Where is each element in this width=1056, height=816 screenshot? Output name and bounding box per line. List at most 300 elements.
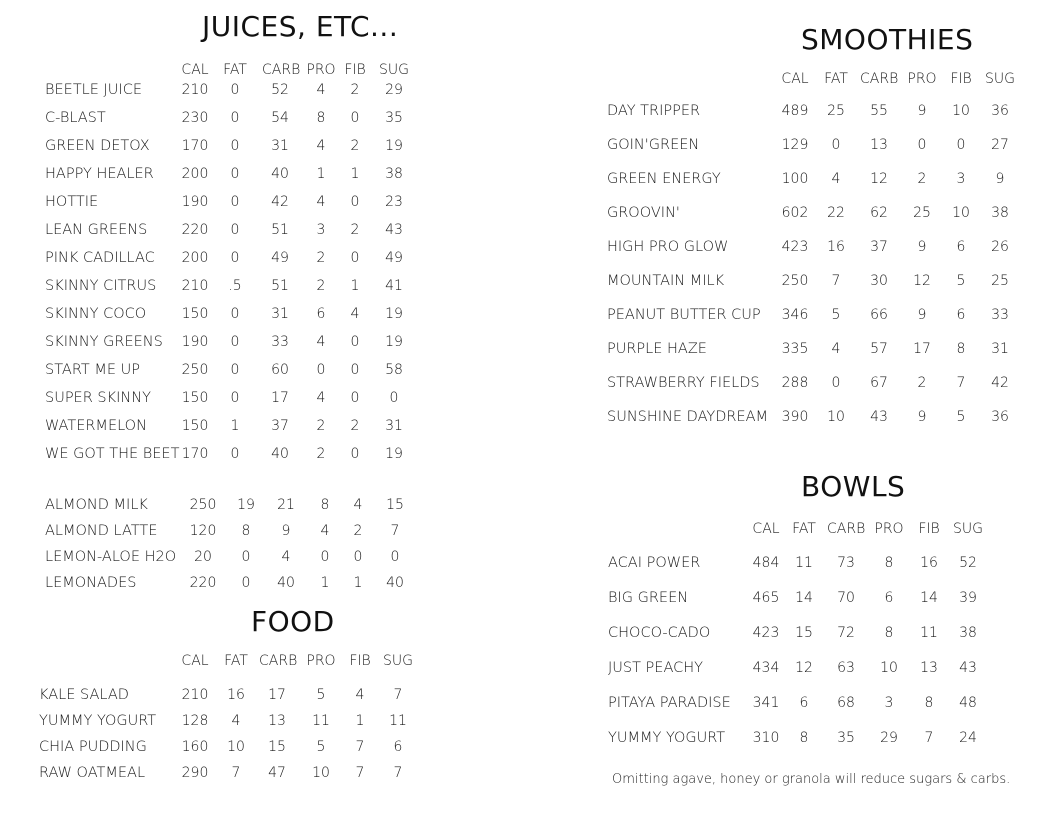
nutrient-value-fib: 10 [952,205,970,221]
nutrient-value-sug: 48 [959,695,977,711]
nutrient-value-pro: 8 [320,497,330,513]
nutrient-value-sug: 29 [385,82,403,98]
nutrient-value-fat: 25 [827,103,845,119]
nutrient-value-pro: 6 [316,306,326,322]
nutrient-value-carb: 37 [870,239,888,255]
nutrient-value-sug: 11 [389,713,407,729]
nutrient-value-cal: 250 [781,273,809,289]
nutrient-value-fib: 0 [350,334,360,350]
nutrient-value-cal: 120 [189,523,217,539]
nutrient-value-cal: 100 [781,171,809,187]
nutrient-value-fib: 2 [350,138,360,154]
column-header-sug: SUG [985,71,1015,87]
nutrient-value-fib: 7 [924,730,934,746]
nutrient-value-fat: 0 [230,222,240,238]
nutrient-value-pro: 2 [917,171,927,187]
item-name: GREEN DETOX [45,138,150,154]
nutrient-value-carb: 40 [277,575,295,591]
nutrient-value-cal: 160 [181,739,209,755]
nutrient-value-carb: 66 [870,307,888,323]
nutrient-value-pro: 2 [316,278,326,294]
item-name: KALE SALAD [39,687,129,703]
nutrient-value-fib: 6 [956,307,966,323]
nutrient-value-sug: 24 [959,730,977,746]
nutrient-value-fib: 13 [920,660,938,676]
column-header-carb: CARB [259,653,298,669]
nutrient-value-carb: 30 [870,273,888,289]
nutrient-value-pro: 4 [316,390,326,406]
nutrient-value-fib: 8 [924,695,934,711]
smoothies-row [0,305,1056,325]
nutrient-value-cal: 200 [181,166,209,182]
item-name: SUNSHINE DAYDREAM [607,409,769,425]
nutrient-value-carb: 55 [870,103,888,119]
nutrient-value-carb: 31 [271,138,289,154]
nutrient-value-pro: 4 [316,138,326,154]
item-name: SKINNY COCO [45,306,147,322]
nutrient-value-pro: 1 [316,166,326,182]
nutrient-value-pro: 2 [316,250,326,266]
column-header-sug: SUG [379,62,409,78]
nutrient-value-pro: 10 [880,660,898,676]
item-name: PITAYA PARADISE [608,695,731,711]
nutrient-value-fib: 1 [355,713,365,729]
nutrient-value-fat: 5 [831,307,841,323]
nutrient-value-sug: 6 [393,739,403,755]
item-name: PURPLE HAZE [607,341,707,357]
nutrient-value-sug: 19 [385,306,403,322]
nutrient-value-cal: 390 [781,409,809,425]
nutrient-value-pro: 0 [316,362,326,378]
nutrient-value-fib: 16 [920,555,938,571]
smoothies-row [0,237,1056,257]
nutrient-value-pro: 4 [316,82,326,98]
nutrient-value-fat: 0 [230,390,240,406]
item-name: GREEN ENERGY [607,171,721,187]
nutrient-value-fat: 7 [831,273,841,289]
nutrient-value-carb: 35 [837,730,855,746]
nutrient-value-sug: 15 [386,497,404,513]
nutrient-value-fib: 0 [350,390,360,406]
nutrient-value-fib: 2 [350,222,360,238]
item-name: PINK CADILLAC [45,250,155,266]
item-name: ALMOND MILK [45,497,148,513]
nutrient-value-pro: 2 [917,375,927,391]
nutrient-value-sug: 43 [385,222,403,238]
smoothies-column-header [0,69,1056,89]
nutrient-value-fib: 0 [353,549,363,565]
nutrient-value-fat: 10 [827,409,845,425]
nutrient-value-fib: 2 [350,82,360,98]
nutrient-value-pro: 8 [884,625,894,641]
nutrient-value-cal: 341 [752,695,780,711]
nutrient-value-pro: 6 [884,590,894,606]
item-name: HOTTIE [45,194,99,210]
nutrient-value-fib: 0 [350,362,360,378]
nutrient-value-fib: 0 [350,446,360,462]
item-name: C-BLAST [45,110,106,126]
nutrient-value-carb: 54 [271,110,289,126]
item-name: PEANUT BUTTER CUP [607,307,761,323]
nutrient-value-fat: 0 [230,82,240,98]
nutrient-value-fat: 8 [241,523,251,539]
column-header-fat: FAT [792,521,816,537]
nutrient-value-fat: 0 [230,110,240,126]
item-name: STRAWBERRY FIELDS [607,375,760,391]
juices-row [0,444,1056,464]
item-name: JUST PEACHY [608,660,704,676]
nutrient-value-fib: 4 [353,497,363,513]
nutrient-value-carb: 17 [271,390,289,406]
column-header-pro: PRO [306,653,336,669]
nutrient-value-fib: 6 [956,239,966,255]
nutrient-value-pro: 29 [880,730,898,746]
nutrient-value-carb: 63 [837,660,855,676]
nutrient-value-sug: 39 [959,590,977,606]
nutrient-value-pro: 9 [917,307,927,323]
item-name: CHOCO-CADO [608,625,711,641]
column-header-cal: CAL [752,521,780,537]
nutrient-value-sug: 7 [390,523,400,539]
nutrient-value-sug: 23 [385,194,403,210]
nutrient-value-fat: 0 [230,334,240,350]
nutrient-value-fat: 0 [230,362,240,378]
nutrient-value-carb: 43 [870,409,888,425]
nutrient-value-fib: 1 [350,166,360,182]
bowls-row [0,728,1056,748]
nutrient-value-pro: 10 [312,765,330,781]
nutrient-value-cal: 250 [181,362,209,378]
nutrient-value-fat: 7 [231,765,241,781]
nutrient-value-carb: 73 [837,555,855,571]
nutrient-value-fat: 19 [237,497,255,513]
column-header-fib: FIB [950,71,972,87]
nutrient-value-sug: 38 [959,625,977,641]
nutrient-value-fat: 6 [799,695,809,711]
item-name: ALMOND LATTE [45,523,158,539]
nutrient-value-carb: 47 [268,765,286,781]
nutrient-value-fat: .5 [228,278,242,294]
nutrient-value-fib: 0 [956,137,966,153]
item-name: GROOVIN' [607,205,680,221]
nutrient-value-sug: 40 [386,575,404,591]
nutrient-value-pro: 4 [316,194,326,210]
nutrient-value-carb: 52 [271,82,289,98]
nutrient-value-pro: 2 [316,446,326,462]
nutrient-value-carb: 70 [837,590,855,606]
column-header-sug: SUG [383,653,413,669]
nutrient-value-fat: 0 [230,250,240,266]
bowls-row [0,623,1056,643]
nutrient-value-carb: 40 [271,166,289,182]
nutrient-value-sug: 49 [385,250,403,266]
smoothies-row [0,203,1056,223]
nutrient-value-fat: 16 [227,687,245,703]
nutrient-value-cal: 128 [181,713,209,729]
nutrient-value-pro: 4 [316,334,326,350]
nutrient-value-fat: 15 [795,625,813,641]
nutrient-value-carb: 62 [870,205,888,221]
nutrient-value-cal: 150 [181,390,209,406]
nutrient-value-fat: 0 [230,138,240,154]
bowls-row [0,658,1056,678]
nutrient-value-sug: 41 [385,278,403,294]
nutrient-value-carb: 42 [271,194,289,210]
nutrient-value-fib: 1 [353,575,363,591]
nutrient-value-cal: 288 [781,375,809,391]
item-name: YUMMY YOGURT [39,713,157,729]
nutrient-value-pro: 9 [917,239,927,255]
bowls-row [0,588,1056,608]
nutrient-value-sug: 7 [393,687,403,703]
item-name: WE GOT THE BEET [45,446,180,462]
nutrient-value-carb: 51 [271,222,289,238]
nutrient-value-carb: 31 [271,306,289,322]
nutrient-value-sug: 19 [385,446,403,462]
nutrient-value-carb: 4 [281,549,291,565]
item-name: WATERMELON [45,418,147,434]
nutrient-value-fib: 11 [920,625,938,641]
nutrient-value-fat: 4 [231,713,241,729]
nutrient-value-cal: 423 [781,239,809,255]
nutrient-value-sug: 52 [959,555,977,571]
nutrient-value-cal: 190 [181,334,209,350]
nutrient-value-sug: 58 [385,362,403,378]
nutrient-value-fib: 7 [956,375,966,391]
column-header-cal: CAL [181,62,209,78]
item-name: SKINNY GREENS [45,334,163,350]
nutrient-value-carb: 13 [870,137,888,153]
column-header-carb: CARB [262,62,301,78]
nutrient-value-sug: 27 [991,137,1009,153]
nutrient-value-carb: 33 [271,334,289,350]
nutrient-value-cal: 150 [181,418,209,434]
nutrient-value-sug: 0 [390,549,400,565]
item-name: HAPPY HEALER [45,166,154,182]
nutrient-value-fat: 14 [795,590,813,606]
nutrient-value-carb: 68 [837,695,855,711]
nutrient-value-sug: 31 [991,341,1009,357]
nutrient-value-pro: 5 [316,687,326,703]
nutrient-value-fat: 8 [799,730,809,746]
item-name: LEAN GREENS [45,222,148,238]
item-name: YUMMY YOGURT [608,730,726,746]
nutrient-value-sug: 35 [385,110,403,126]
nutrient-value-cal: 423 [752,625,780,641]
nutrient-value-sug: 19 [385,334,403,350]
column-header-fat: FAT [223,62,247,78]
bowls-row [0,553,1056,573]
item-name: BIG GREEN [608,590,689,606]
nutrient-value-cal: 230 [181,110,209,126]
nutrient-value-cal: 129 [781,137,809,153]
nutrient-value-pro: 25 [913,205,931,221]
nutrient-value-fib: 1 [350,278,360,294]
smoothies-row [0,101,1056,121]
column-header-fat: FAT [824,71,848,87]
nutrient-value-sug: 31 [385,418,403,434]
nutrient-value-pro: 8 [884,555,894,571]
nutrient-value-sug: 43 [959,660,977,676]
nutrient-value-cal: 150 [181,306,209,322]
nutrient-value-carb: 12 [870,171,888,187]
column-header-pro: PRO [874,521,904,537]
nutrient-value-fat: 0 [241,549,251,565]
nutrient-value-fat: 0 [831,137,841,153]
nutrient-value-sug: 26 [991,239,1009,255]
nutrient-value-sug: 33 [991,307,1009,323]
nutrient-value-pro: 3 [316,222,326,238]
item-name: DAY TRIPPER [607,103,701,119]
smoothies-row [0,271,1056,291]
nutrient-value-fib: 5 [956,409,966,425]
nutrient-value-carb: 67 [870,375,888,391]
nutrient-value-fat: 0 [230,194,240,210]
juices-title: JUICES, ETC... [202,10,399,43]
nutrient-value-fib: 0 [350,110,360,126]
smoothies-row [0,135,1056,155]
column-header-cal: CAL [781,71,809,87]
nutrient-value-cal: 250 [189,497,217,513]
nutrient-value-cal: 489 [781,103,809,119]
nutrient-value-cal: 170 [181,138,209,154]
nutrient-value-fat: 4 [831,341,841,357]
nutrient-value-fat: 22 [827,205,845,221]
nutrient-value-carb: 21 [277,497,295,513]
nutrient-value-carb: 17 [268,687,286,703]
item-name: ACAI POWER [608,555,701,571]
nutrient-value-pro: 17 [913,341,931,357]
nutrient-value-fib: 10 [952,103,970,119]
column-header-pro: PRO [907,71,937,87]
nutrient-value-fat: 0 [831,375,841,391]
nutrient-value-fib: 14 [920,590,938,606]
nutrient-value-cal: 210 [181,278,209,294]
nutrient-value-cal: 210 [181,687,209,703]
nutrient-value-pro: 9 [917,103,927,119]
nutrient-value-sug: 7 [393,765,403,781]
nutrient-value-carb: 9 [281,523,291,539]
nutrient-value-carb: 57 [870,341,888,357]
column-header-cal: CAL [181,653,209,669]
nutrient-value-fib: 5 [956,273,966,289]
item-name: SKINNY CITRUS [45,278,157,294]
column-header-pro: PRO [306,62,336,78]
column-header-fib: FIB [918,521,940,537]
nutrient-value-fat: 0 [241,575,251,591]
column-header-fib: FIB [344,62,366,78]
nutrient-value-fib: 2 [350,418,360,434]
nutrient-value-fib: 3 [956,171,966,187]
item-name: LEMON-ALOE H2O [45,549,177,565]
nutrient-value-cal: 335 [781,341,809,357]
column-header-carb: CARB [860,71,899,87]
nutrient-value-cal: 346 [781,307,809,323]
nutrient-value-sug: 42 [991,375,1009,391]
item-name: START ME UP [45,362,140,378]
nutrient-value-pro: 12 [913,273,931,289]
nutrient-value-sug: 25 [991,273,1009,289]
bowls-title: BOWLS [801,470,906,503]
item-name: SUPER SKINNY [45,390,151,406]
nutrient-value-pro: 11 [312,713,330,729]
nutrient-value-pro: 8 [316,110,326,126]
nutrient-value-fat: 0 [230,166,240,182]
nutrient-value-cal: 170 [181,446,209,462]
nutrient-value-pro: 1 [320,575,330,591]
smoothies-row [0,373,1056,393]
nutrient-value-fib: 0 [350,250,360,266]
nutrient-value-carb: 13 [268,713,286,729]
nutrient-value-carb: 51 [271,278,289,294]
column-header-carb: CARB [827,521,866,537]
nutrient-value-pro: 3 [884,695,894,711]
nutrient-value-sug: 38 [991,205,1009,221]
nutrient-value-carb: 49 [271,250,289,266]
nutrient-value-sug: 0 [389,390,399,406]
bowls-column-header [0,519,1056,539]
item-name: GOIN'GREEN [607,137,700,153]
nutrient-value-cal: 465 [752,590,780,606]
item-name: HIGH PRO GLOW [607,239,729,255]
nutrient-value-fat: 4 [831,171,841,187]
nutrient-value-sug: 9 [995,171,1005,187]
bowls-note: Omitting agave, honey or granola will reduce sugars & carbs. [612,772,1011,787]
smoothies-row [0,169,1056,189]
food-title: FOOD [251,605,335,638]
column-header-fib: FIB [349,653,371,669]
nutrient-value-fib: 0 [350,194,360,210]
nutrient-value-cal: 484 [752,555,780,571]
column-header-fat: FAT [224,653,248,669]
item-name: BEETLE JUICE [45,82,142,98]
nutrient-value-fat: 0 [230,306,240,322]
nutrient-value-fib: 4 [350,306,360,322]
nutrient-value-fat: 12 [795,660,813,676]
extras-row [0,495,1056,515]
nutrient-value-fat: 10 [227,739,245,755]
bowls-row [0,693,1056,713]
item-name: RAW OATMEAL [39,765,146,781]
nutrient-value-cal: 434 [752,660,780,676]
nutrient-value-sug: 36 [991,409,1009,425]
smoothies-title: SMOOTHIES [801,23,974,56]
nutrient-value-cal: 602 [781,205,809,221]
nutrient-value-pro: 9 [917,409,927,425]
nutrient-value-pro: 5 [316,739,326,755]
nutrient-value-sug: 38 [385,166,403,182]
nutrient-value-cal: 220 [181,222,209,238]
nutrient-value-fat: 11 [795,555,813,571]
nutrient-value-fib: 4 [355,687,365,703]
item-name: MOUNTAIN MILK [607,273,725,289]
nutrient-value-carb: 72 [837,625,855,641]
nutrient-value-cal: 20 [194,549,212,565]
nutrient-value-pro: 4 [320,523,330,539]
nutrient-value-sug: 36 [991,103,1009,119]
nutrient-value-carb: 37 [271,418,289,434]
nutrient-value-fat: 0 [230,446,240,462]
nutrient-value-pro: 0 [320,549,330,565]
nutrient-value-cal: 210 [181,82,209,98]
nutrient-value-fib: 7 [355,765,365,781]
nutrient-value-cal: 200 [181,250,209,266]
nutrient-value-sug: 19 [385,138,403,154]
nutrient-value-carb: 40 [271,446,289,462]
nutrient-value-fat: 16 [827,239,845,255]
item-name: LEMONADES [45,575,137,591]
nutrient-value-pro: 2 [316,418,326,434]
